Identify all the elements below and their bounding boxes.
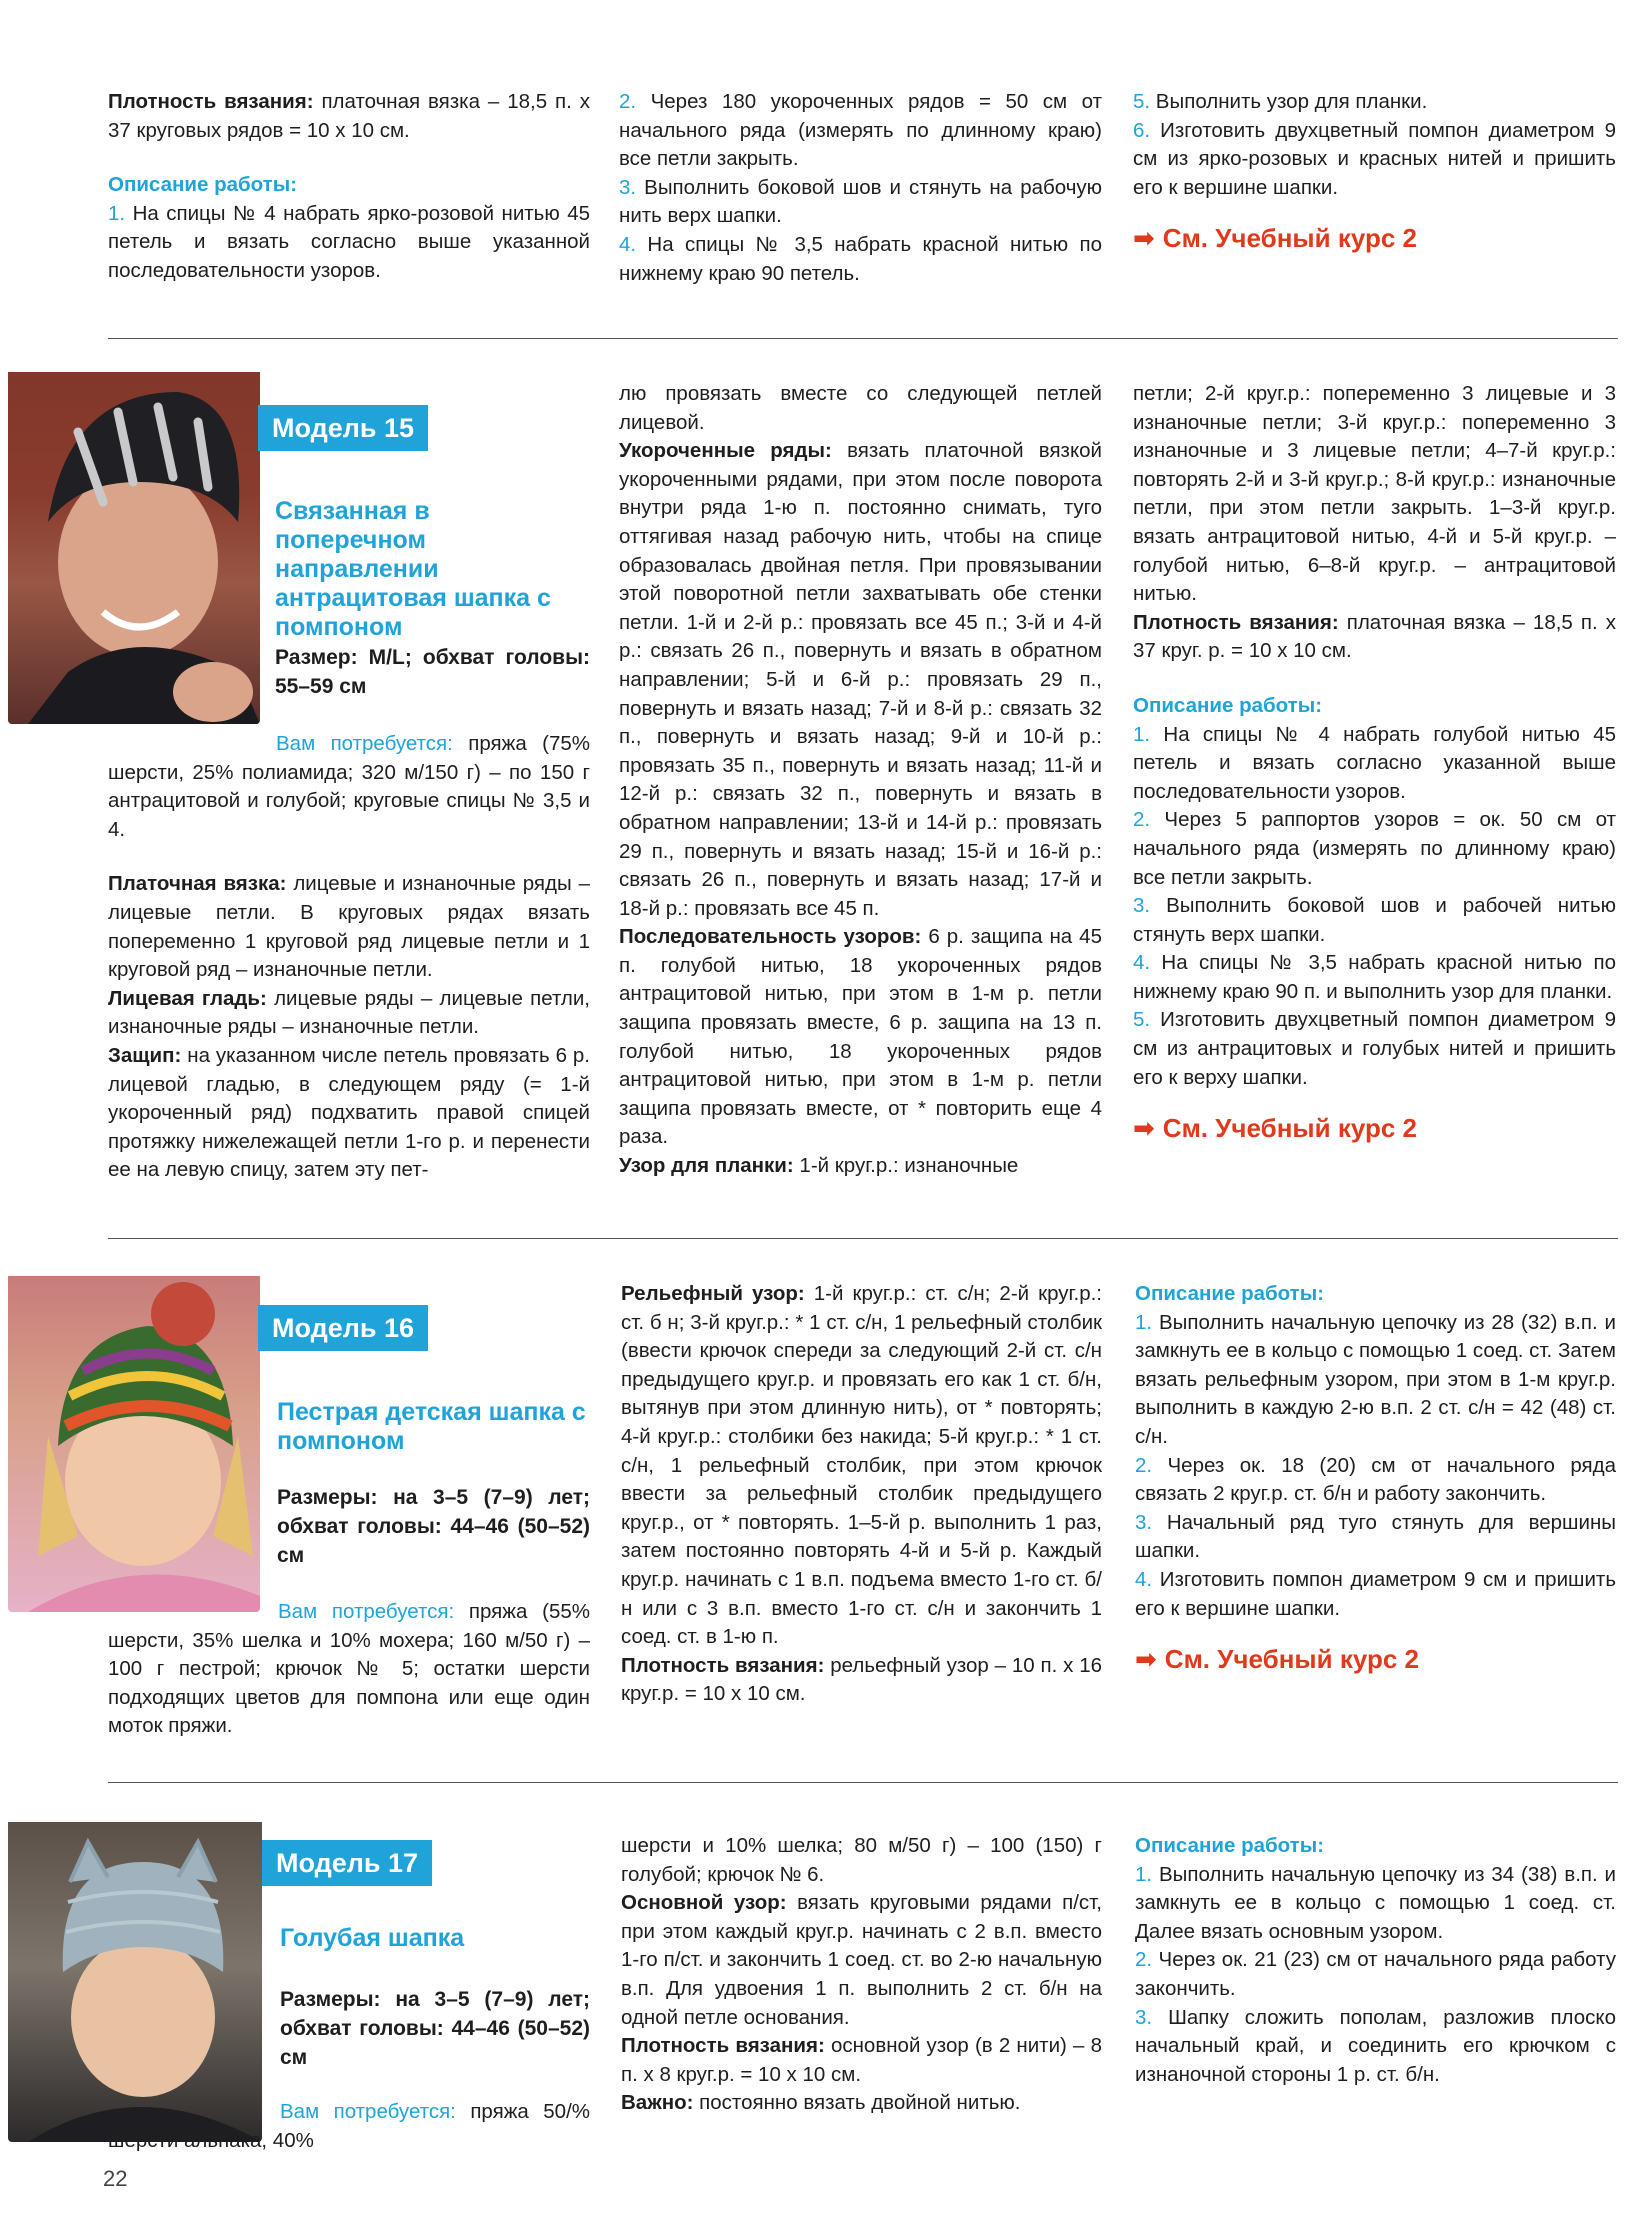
arrow-circle-icon: ➡ — [1133, 223, 1155, 254]
requirements-label: Вам потребуется: — [280, 2100, 456, 2123]
requirements-label: Вам потребуется: — [278, 1600, 455, 1623]
model-17-size: Размеры: на 3–5 (7–9) лет; обхват головы: 44–46 (50–52) см — [280, 1988, 590, 2069]
m16-col-1: Вам потребуется: пряжа (55% шерсти, 35% шелка и 10% мохера; 160 м/50 г) – 100 г пестрой; крючок № 5; остатки шерсти подходящих цветов для помпона или еще один моток пряжи. — [108, 1600, 590, 1738]
m15-col-1: Вам потребуется: пряжа (75% шерсти, 25% полиамида; 320 м/150 г) – по 150 г антрацитовой и голубой; круговые спицы № 3,5 и 4. Платочная вязка: лицевые и изнаночные ряды – лицевые петли. В круговых рядах вязать попеременно 1 круговой ряд лицевые петли и 1 круговой ряд – изнаночные петли. Лицевая гладь: лицевые ряды – лицевые петли, изнаночные ряды – изнаночные петли. Защип: на указанном числе петель провязать 6 р. лицевой гладью, в следующем ряду (= 1-й укороченный ряд) подхватить правой спицей протяжку нижележащей петли 1-го р. и перенести ее на левую спицу, затем эту пет- — [108, 732, 590, 1182]
m15-col-3: петли; 2-й круг.р.: попеременно 3 лицевые и 3 изнаночные петли; 3-й круг.р.: попеременно 3 изнаночные и 3 лицевые петли; 4–7-й круг.р.: повторять 2-й и 3-й круг.р.; 8-й круг.р.: изнаночные петли, при этом петли закрыть. 1–3-й круг.р. вязать антрацитовой нитью, 4-й и 5-й круг.р. – голубой нитью, 6–8-й круг.р. – антрацитовой нитью. Плотность вязания: платочная вязка – 18,5 п. х 37 круг. р. = 10 х 10 см. Описание работы: 1. На спицы № 4 набрать голубой нитью 45 петель и вязать согласно указанной выше последовательности узоров. 2. Через 5 раппортов узоров = ок. 50 см от начального ряда (измерять по длинному краю) все петли закрыть. 3. Выполнить боковой шов и рабочей нитью стянуть верх шапки. 4. На спицы № 3,5 набрать красной нитью по нижнему краю 90 п. и выполнить узор для планки. 5. Изготовить двухцветный помпон диаметром 9 см из антрацитовых и голубых нитей и пришить его к верху шапки. ➡ См. Учебный курс 2 — [1133, 382, 1616, 1144]
model-16-title: Пестрая детская шапка с помпоном — [277, 1398, 586, 1455]
model-17-title: Голубая шапка — [280, 1924, 465, 1952]
top-col-3: 5. Выполнить узор для планки. 6. Изготовить двухцветный помпон диаметром 9 см из ярко-розовых и красных нитей и пришить его к вершине шапки. ➡ См. Учебный курс 2 — [1133, 90, 1616, 254]
model-16-photo — [8, 1276, 260, 1612]
description-heading: Описание работы: — [1135, 1834, 1325, 1857]
course-reference: ➡ См. Учебный курс 2 — [1133, 223, 1417, 254]
child-in-blue-hat-illustration — [8, 1822, 262, 2142]
description-heading: Описание работы: — [1133, 693, 1323, 717]
girl-in-colorful-hat-illustration — [8, 1276, 260, 1612]
description-heading: Описание работы: — [108, 173, 298, 197]
top-col-1: Плотность вязания: платочная вязка – 18,5 п. х 37 круговых рядов = 10 х 10 см. Описание работы: 1. На спицы № 4 набрать ярко-розовой нитью 45 петель и вязать согласно выше указанной последовательности узоров. — [108, 90, 590, 282]
m15-col-2: лю провязать вместе со следующей петлей лицевой. Укороченные ряды: вязать платочной вязкой укороченными рядами, при этом после поворота внутри ряда 1-ю п. постоянно снимать, туго оттягивая назад рабочую нить, чтобы на спице образовалась двойная петля. При провязывании этой поворотной петли захватывать обе стенки петли. 1-й и 2-й р.: провязать все 45 п.; 3-й и 4-й р.: связать 26 п., повернуть и вязать в обратном направлении; 5-й и 6-й р.: провязать 29 п., повернуть и вязать назад; 7-й и 8-й р.: связать 32 п., повернуть и вязать назад; 9-й и 10-й р.: провязать 35 п., повернуть и вязать назад; 11-й и 12-й р.: связать 32 п., повернуть и вязать в обратном направлении; 13-й и 14-й р.: провязать 29 п., повернуть и вязать назад; 15-й и 16-й р.: связать 26 п., повернуть и вязать назад; 17-й и 18-й р.: провязать все 45 п. Последовательность узоров: 6 р. защипа на 45 п. голубой нитью, 18 укороченных рядов антрацитовой нитью, при этом в 1-м р. петли защипа провязать вместе, 6 р. защипа на 13 п. голубой нитью, 18 укороченных рядов антрацитовой нитью, при этом в 1-м р. петли защипа провязать вместе, от * повторить еще 4 раза. Узор для планки: 1-й круг.р.: изнаночные — [619, 382, 1102, 1178]
course-reference: ➡ См. Учебный курс 2 — [1135, 1644, 1419, 1675]
top-col-2: 2. Через 180 укороченных рядов = 50 см от начального ряда (измерять по длинному краю) все петли закрыть. 3. Выполнить боковой шов и стянуть на рабочую нить верх шапки. 4. На спицы № 3,5 набрать красной нитью по нижнему краю 90 петель. — [619, 90, 1102, 285]
man-in-hat-illustration — [8, 372, 260, 724]
model-17-photo — [8, 1822, 262, 2142]
requirements-label: Вам потребуется: — [276, 732, 453, 755]
section-divider — [108, 338, 1618, 339]
m17-col-3: Описание работы: 1. Выполнить начальную цепочку из 34 (38) в.п. и замкнуть ее в кольцо с помощью 1 соед. ст. Далее вязать основным узором. 2. Через ок. 21 (23) см от начального ряда работу закончить. 3. Шапку сложить пополам, разложив плоско начальный край, и соединить его крючком с изнаночной стороны 1 р. ст. б/н. — [1135, 1834, 1616, 2086]
description-heading: Описание работы: — [1135, 1282, 1325, 1305]
section-divider — [108, 1782, 1618, 1783]
model-16-size: Размеры: на 3–5 (7–9) лет; обхват головы: 44–46 (50–52) см — [277, 1486, 590, 1567]
course-reference: ➡ См. Учебный курс 2 — [1133, 1113, 1417, 1144]
m16-col-2: Рельефный узор: 1-й круг.р.: ст. с/н; 2-й круг.р.: ст. б н; 3-й круг.р.: * 1 ст. с/н, 1 рельефный столбик (ввести крючок спереди за следующий 2-й ст. с/н предыдущего круг.р. и провязать его как 1 ст. б/н, вытянув при этом длинную нить), от * повторять; 4-й круг.р.: столбики без накида; 5-й круг.р.: * 1 ст. с/н, 1 рельефный столбик, при этом крючок ввести за рельефный столбик предыдущего круг.р., от * повторять. 1–5-й р. выполнить 1 раз, затем постоянно повторять 4-й и 5-й р. Каждый круг.р. начинать с 1 в.п. подъема вместо 1-го ст. б/н или с 3 в.п. вместо 1-го ст. с/н и закончить 1 соед. ст. в 1-ю п. Плотность вязания: рельефный узор – 10 п. х 16 круг.р. = 10 х 10 см. — [621, 1282, 1102, 1706]
model-16-label: Модель 16 — [258, 1305, 428, 1351]
m17-col-1: Вам потребуется: пряжа 50/% шерсти альпака, 40% — [108, 2100, 590, 2152]
density-label: Плотность вязания: — [108, 90, 314, 113]
model-15-photo — [8, 372, 260, 724]
section-divider — [108, 1238, 1618, 1239]
model-15-title: Связанная в поперечном направлении антрацитовая шапка с помпоном — [275, 497, 551, 641]
page-number: 22 — [103, 2166, 128, 2191]
model-15-label: Модель 15 — [258, 405, 428, 451]
model-17-label: Модель 17 — [262, 1840, 432, 1886]
m17-col-2: шерсти и 10% шелка; 80 м/50 г) – 100 (150) г голубой; крючок № 6. Основной узор: вязать круговыми рядами п/ст, при этом каждый круг.р. начинать с 2 в.п. вместо 1-го п/ст. и закончить 1 соед. ст. во 2-ю начальную в.п. Для удвоения 1 п. выполнить 2 ст. б/н на одной петле основания. Плотность вязания: основной узор (в 2 нити) – 8 п. х 8 круг.р. = 10 х 10 см. Важно: постоянно вязать двойной нитью. — [621, 1834, 1102, 2115]
m16-col-3: Описание работы: 1. Выполнить начальную цепочку из 28 (32) в.п. и замкнуть ее в кольцо с помощью 1 соед. ст. Затем вязать рельефным узором, при этом в 1-м круг.р. выполнить в каждую 2-ю в.п. 2 ст. с/н = 42 (48) ст. с/н. 2. Через ок. 18 (20) см от начального ряда связать 2 круг.р. ст. б/н и работу закончить. 3. Начальный ряд туго стянуть для вершины шапки. 4. Изготовить помпон диаметром 9 см и пришить его к вершине шапки. ➡ См. Учебный курс 2 — [1135, 1282, 1616, 1675]
arrow-circle-icon: ➡ — [1135, 1644, 1157, 1675]
model-15-size: Размер: M/L; обхват головы: 55–59 см — [275, 646, 590, 698]
arrow-circle-icon: ➡ — [1133, 1113, 1155, 1144]
